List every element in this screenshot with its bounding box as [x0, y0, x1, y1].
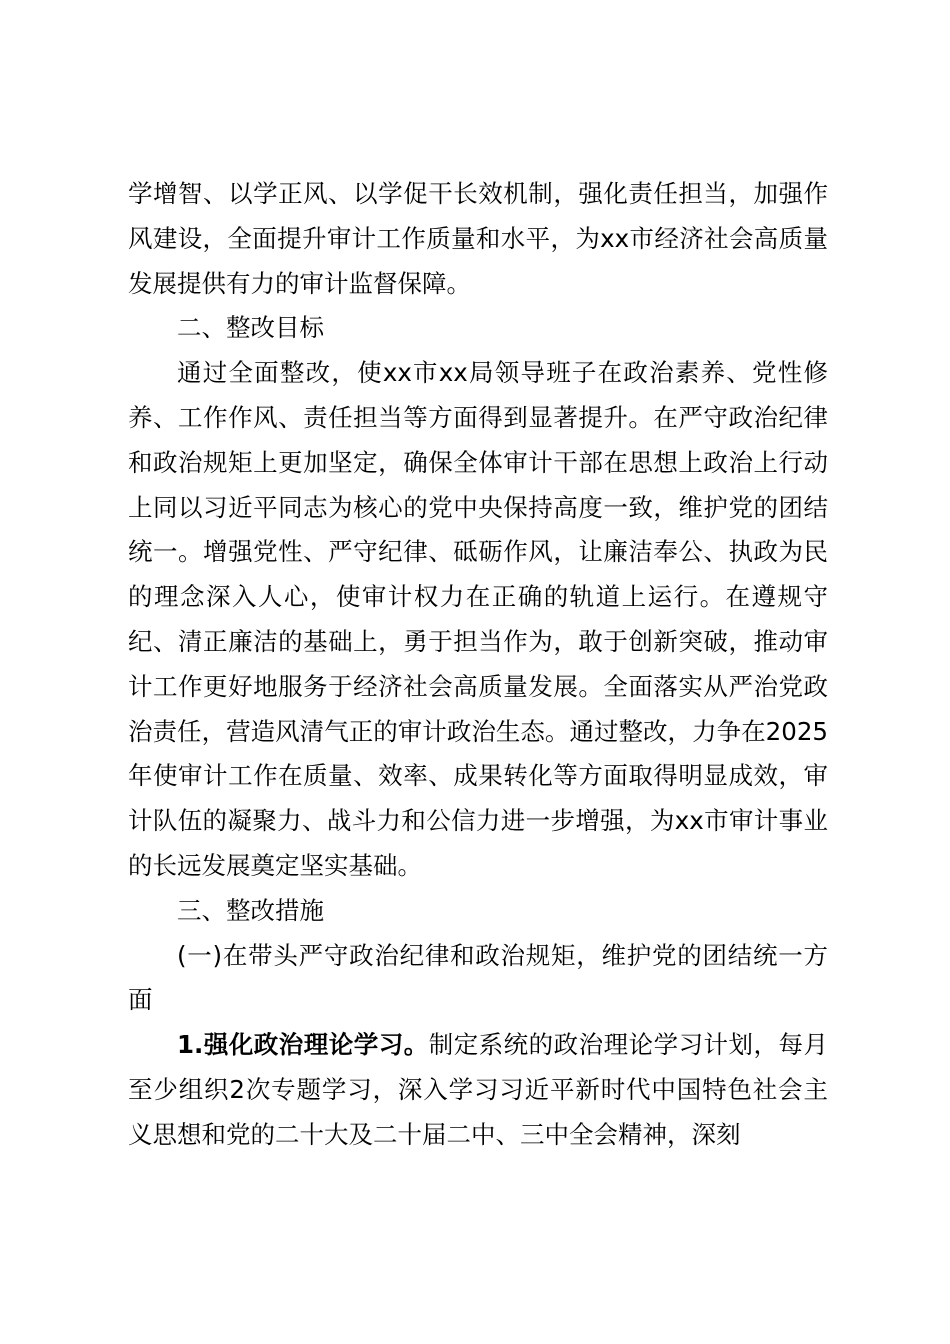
paragraph-goals: 通过全面整改，使xx市xx局领导班子在政治素养、党性修养、工作作风、责任担当等方面得到显著提升。在严守政治纪律和政治规矩上更加坚定，确保全体审计干部在思想上政治上行动上同以习近平同志为核心的党中央保持高度一致，维护党的团结统一。增强党性、严守纪律、砥砺作风，让廉洁奉公、执政为民的理念深入人心，使审计权力在正确的轨道上运行。在遵规守纪、清正廉洁的基础上，勇于担当作为，敢于创新突破，推动审计工作更好地服务于经济社会高质量发展。全面落实从严治党政治责任，营造风清气正的审计政治生态。通过整改，力争在2025年使审计工作在质量、效率、成果转化等方面取得明显成效，审计队伍的凝聚力、战斗力和公信力进一步增强，为xx市审计事业的长远发展奠定坚实基础。 — [128, 358, 828, 880]
measure-item-1 — [128, 1023, 828, 1157]
section-heading-goals: 二、整改目标 — [177, 313, 324, 343]
section-heading-measures: 三、整改措施 — [177, 895, 324, 925]
paragraph-continuation: 学增智、以学正风、以学促干长效机制，强化责任担当，加强作风建设，全面提升审计工作质量和水平，为xx市经济社会高质量发展提供有力的审计监督保障。 — [128, 179, 828, 298]
subsection-heading-1: (一)在带头严守政治纪律和政治规矩，维护党的团结统一方面 — [128, 940, 828, 1015]
measure-item-1-text: 制定系统的政治理论学习计划，每月至少组织2次专题学习，深入学习习近平新时代中国特色社会主义思想和党的二十大及二十届二中、三中全会精神，深刻 — [128, 1030, 829, 1149]
measure-item-1-title: 1.强化政治理论学习。 — [177, 1030, 429, 1060]
document-body — [128, 172, 828, 1158]
